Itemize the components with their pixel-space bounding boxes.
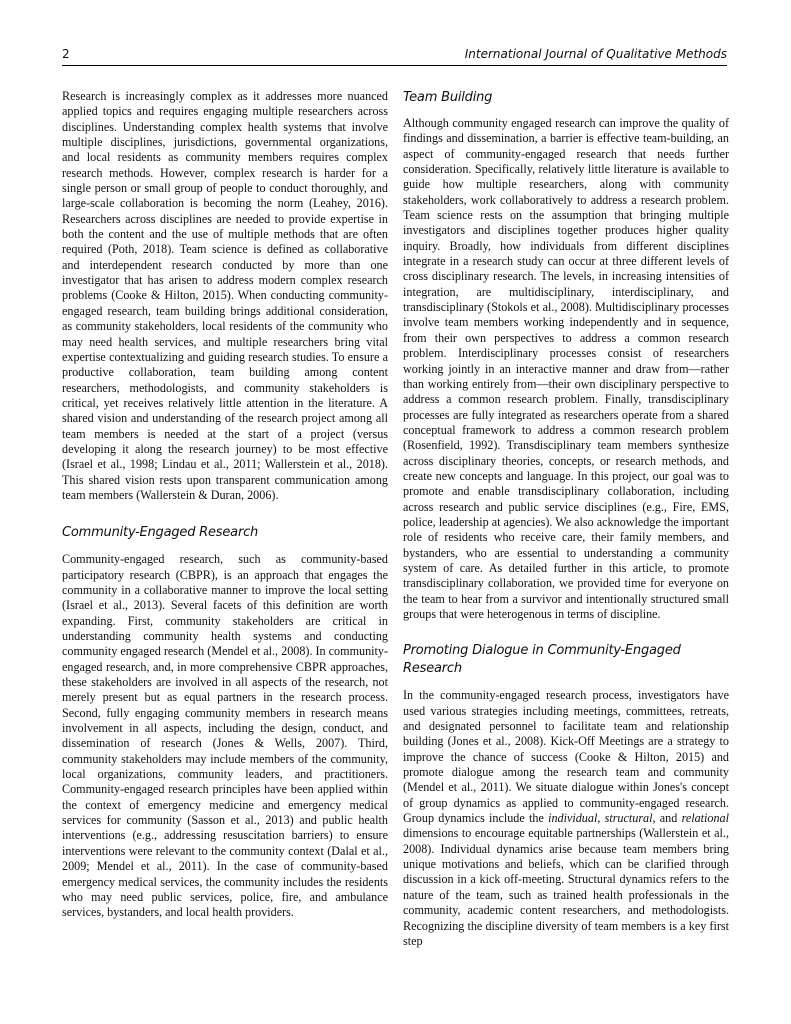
emphasis-relational: relational — [681, 811, 729, 826]
dialogue-text-part-1: In the community-engaged research process, investigators have used various strategies including meetings, committees, retreats, and designated personnel to facilitate team and relationship building (Jones et al., 2008). Kick-Off Meetings are a strategy to improve the chance of success (Cooke & Hilton, 2015) and promote dialogue among the research team and community (Mendel et al., 2011). We situate dialogue within Jones's concept of group dynamics as applied to community-engaged research. Group dynamics include the — [403, 688, 729, 826]
left-column — [62, 89, 388, 921]
running-head — [62, 47, 727, 66]
emphasis-individual: individual — [548, 811, 598, 826]
emphasis-structural: structural — [604, 811, 653, 826]
intro-paragraph: Research is increasingly complex as it addresses more nuanced applied topics and requires engaging multiple researchers across disciplines. Understanding complex health systems that involve multiple disciplines, jurisdictions, governmental organizations, and local residents as community members requires complex research methods. However, complex research is harder for a single person or small group of people to conduct thoroughly, and large-scale collaboration is becoming the norm (Leahey, 2016). Researchers across disciplines are needed to provide expertise in both the content and the use of multiple methods that are often required (Poth, 2018). Team science is defined as collaborative and interdependent research conducted by more than one investigator that has arisen to address modern complex research problems (Cooke & Hilton, 2015). When conducting community-engaged research, team building brings additional consideration, as community stakeholders, local residents of the community who may need health services, and multiple researchers bring vital expertise contextualizing and guiding research studies. To ensure a productive collaboration, team building among content researchers, methodologists, and community stakeholders is critical, yet receives relatively little attention in the literature. A shared vision and understanding of the research project among all team members is needed at the start of a project (versus developing it along the research journey) to be most effective (Israel et al., 1998; Lindau et al., 2011; Wallerstein et al., 2018). This shared vision rests upon transparent communication among team members (Wallerstein & Duran, 2006). — [62, 89, 388, 502]
dialogue-comma: , — [597, 811, 605, 826]
promoting-dialogue-heading: Promoting Dialogue in Community-Engaged Research — [403, 643, 681, 677]
dialogue-text-part-2: dimensions to encourage equitable partnerships (Wallerstein et al., 2008). Individual dynamics arise because team members bring unique motivations and beliefs, which can be clarified through discussion in a kick off-meeting. Structural dynamics refers to the nature of the team, such as trained health professionals in the community, academic content researchers, and methodologists. Recognizing the discipline diversity of team members is a key first step — [403, 826, 729, 948]
journal-title: International Journal of Qualitative Methods — [464, 47, 727, 61]
team-building-heading: Team Building — [403, 90, 493, 105]
promoting-dialogue-paragraph — [403, 688, 729, 949]
page-number: 2 — [62, 47, 70, 61]
community-engaged-research-paragraph: Community-engaged research, such as community-based participatory research (CBPR), is an approach that engages the community in a collaborative manner to improve the local setting (Israel et al., 2013). Several facets of this definition are worth expanding. First, community stakeholders are critical in understanding community health systems and conducting community engaged research (Mendel et al., 2008). In community-engaged research, and, in more comprehensive CBPR approaches, these stakeholders are involved in all aspects of the research, not merely present but as equal partners in the research process. Second, fully engaging community members in research means involvement in all aspects, including the design, conduct, and dissemination of research (Jones & Wells, 2007). Third, community stakeholders may include members of the community, local organizations, community leaders, and practitioners. Community-engaged research principles have been applied within the context of emergency medicine and emergency medical services for community (Sasson et al., 2013) and public health interventions (e.g., addressing resuscitation barriers) to ensure interventions were relevant to the community context (Dalal et al., 2009; Mendel et al., 2011). In the case of community-based emergency medical services, the community includes the residents who may need public services, police, fire, and ambulance services, bystanders, and local health providers. — [62, 552, 389, 920]
dialogue-and: , and — [652, 811, 682, 826]
community-engaged-research-heading: Community-Engaged Research — [62, 525, 259, 541]
right-column — [403, 89, 729, 949]
team-building-paragraph: Although community engaged research can improve the quality of findings and dissemination, a barrier is effective team-building, an aspect of community-engaged research that needs further consideration. Specifically, relatively little literature is available to guide how multiple researchers, along with community stakeholders, work collaboratively to address a research problem. Team science rests on the assumption that bringing multiple investigators and disciplines together produces higher quality inquiry. Broadly, how individuals from different disciplines integrate in a research study can occur at three different levels of cross disciplinary research. The levels, in increasing intensities of integration, are multidisciplinary, interdisciplinary, and transdisciplinary (Stokols et al., 2008). Multidisciplinary processes involve team members working independently and in sequence, from their own perspectives to address a common research problem. Interdisciplinary processes consist of researchers working jointly in an interactive manner and draw from—rather than working entirely from—their own disciplinary perspective to address a common research problem. Finally, transdisciplinary processes are fully integrated as researchers operate from a shared conceptual framework to address a common research problem (Rosenfield, 1992). Transdisciplinary team members synthesize across disciplinary theories, concepts, or research methods, and create new concepts and language. In this project, our goal was to promote and enable transdisciplinary collaboration, including across research and public service disciplines (e.g., Fire, EMS, police, leadership at agencies). We also acknowledge the important role of residents who receive care, their family members, and bystanders, who are essential to understanding a community system of care. As detailed further in this article, to promote transdisciplinary collaboration, we provided time for everyone on the team to hear from a survivor and intentionally structured small groups that were heterogenous in terms of discipline. — [403, 116, 729, 621]
